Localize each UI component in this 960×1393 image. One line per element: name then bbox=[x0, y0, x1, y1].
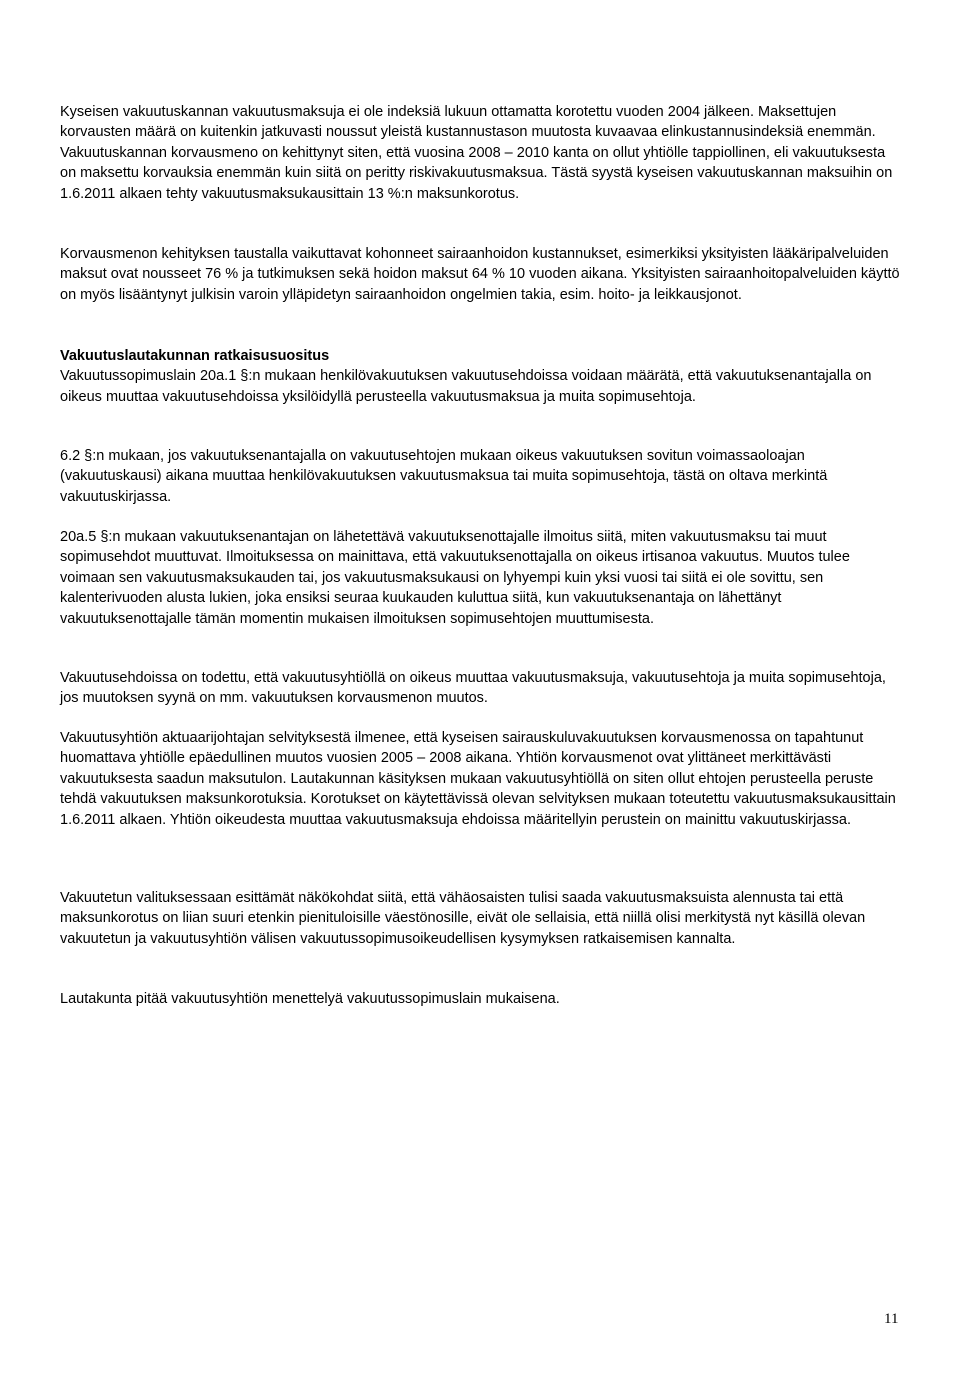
paragraph-section-20a-5 bbox=[60, 527, 905, 629]
section-recommendation bbox=[60, 346, 905, 407]
paragraph-text: Vakuutusyhtiön aktuaarijohtajan selvityksestä ilmenee, että kyseisen sairauskuluvakuutuksen korvausmenossa on tapahtunut huomattava yhtiölle epäedullinen muutos vuosien 2005 – 2008 aikana. Yhtiön korvausmenot ovat ylittäneet merkittävästi vakuutuksesta saadun maksutulon. Lautakunnan käsityksen mukaan vakuutusyhtiöllä on siten ollut ehtojen perusteella peruste tehdä vakuutuksen maksunkorotuksia. Korotukset on käytettävissä olevan selvityksen mukaan toteutettu vakuutusmaksukausittain 1.6.2011 alkaen. Yhtiön oikeudesta muuttaa vakuutusmaksuja ehdoissa määritellyin perustein on mainittu vakuutuskirjassa. bbox=[60, 730, 896, 828]
paragraph-text: 20a.5 §:n mukaan vakuutuksenantajan on lähetettävä vakuutuksenottajalle ilmoitus siitä, miten vakuutusmaksu tai muut sopimusehdot muuttuvat. Ilmoituksessa on mainittava, että vakuutuksenottajalla on oikeus irtisanoa vakuutus. Muutos tulee voimaan sen vakuutusmaksukauden tai, jos vakuutusmaksukausi on lyhyempi kuin yksi vuosi tai siitä ei ole sovittu, sen kalenterivuoden alusta lukien, joka ensiksi seuraa kuukauden kuluttua siitä, kun vakuutuksenantaja on lähettänyt vakuutuksenottajalle tämän momentin mukaisen ilmoituksen sopimusehtojen muuttumisesta. bbox=[60, 529, 850, 627]
paragraph-cost-background bbox=[60, 244, 905, 305]
section-heading: Vakuutuslautakunnan ratkaisusuositus bbox=[60, 348, 330, 364]
paragraph-actuary-report bbox=[60, 728, 905, 830]
paragraph-premium-history bbox=[60, 102, 905, 204]
paragraph-terms bbox=[60, 668, 905, 709]
paragraph-text: 6.2 §:n mukaan, jos vakuutuksenantajalla on vakuutusehtojen mukaan oikeus vakuutuksen sovitun voimassaoloajan (vakuutuskausi) aikana muuttaa henkilövakuutuksen vakuutusmaksua tai muita sopimusehtoja, tästä on oltava merkintä vakuutuskirjassa. bbox=[60, 448, 828, 505]
paragraph-text: Vakuutussopimuslain 20a.1 §:n mukaan henkilövakuutuksen vakuutusehdoissa voidaan määrätä, että vakuutuksenantajalla on oikeus muuttaa vakuutusehdoissa yksilöidyllä perusteella vakuutusmaksua ja muita sopimusehtoja. bbox=[60, 368, 872, 405]
paragraph-text-emphasized: Vakuutuskannan korvausmeno on kehittynyt siten, että vuosina 2008 – 2010 kanta on ollut yhtiölle tappiollinen, eli vakuutuksesta on maksettu korvauksia enemmän kuin siitä on peritty riskivakuutusmaksua. Tästä syystä kyseisen vakuutuskannan maksuihin on 1.6.2011 alkaen tehty vakuutusmaksukausittain 13 %:n maksunkorotus. bbox=[60, 144, 893, 202]
paragraph-text: Vakuutusehdoissa on todettu, että vakuutusyhtiöllä on oikeus muuttaa vakuutusmaksuja, vakuutusehtoja ja muita sopimusehtoja, jos muutoksen syynä on mm. vakuutuksen korvausmenon muutos. bbox=[60, 670, 886, 707]
paragraph-conclusion bbox=[60, 989, 905, 1009]
paragraph-text: Vakuutetun valituksessaan esittämät näkökohdat siitä, että vähäosaisten tulisi saada vakuutusmaksuista alennusta tai että maksunkorotus on liian suuri etenkin pienituloisille väestönosille, eivät ole sellaisia, että niillä olisi merkitystä nyt käsillä olevan vakuutetun ja vakuutusyhtiön välisen vakuutussopimusoikeudellisen kysymyksen ratkaisemisen kannalta. bbox=[60, 890, 866, 947]
paragraph-text: Lautakunta pitää vakuutusyhtiön menettelyä vakuutussopimuslain mukaisena. bbox=[60, 991, 560, 1007]
paragraph-section-6-2 bbox=[60, 446, 905, 507]
paragraph-text: Korvausmenon kehityksen taustalla vaikuttavat kohonneet sairaanhoidon kustannukset, esimerkiksi yksityisten lääkäripalveluiden maksut ovat nousseet 76 % ja tutkimuksen sekä hoidon maksut 64 % 10 vuoden aikana. Yksityisten sairaanhoitopalveluiden käyttö on myös lisääntynyt julkisin varoin ylläpidetyn sairaanhoidon ongelmien takia, esim. hoito- ja leikkausjonot. bbox=[60, 246, 900, 303]
page-number: 11 bbox=[884, 1311, 899, 1327]
paragraph-appeal bbox=[60, 888, 905, 949]
paragraph-text: Kyseisen vakuutuskannan vakuutusmaksuja ei ole indeksiä lukuun ottamatta korotettu vuoden 2004 jälkeen. Maksettujen korvausten määrä on kuitenkin jatkuvasti noussut yleistä kustannustason muutosta kuvaavaa elinkustannusindeksiä enemmän. bbox=[60, 104, 876, 141]
